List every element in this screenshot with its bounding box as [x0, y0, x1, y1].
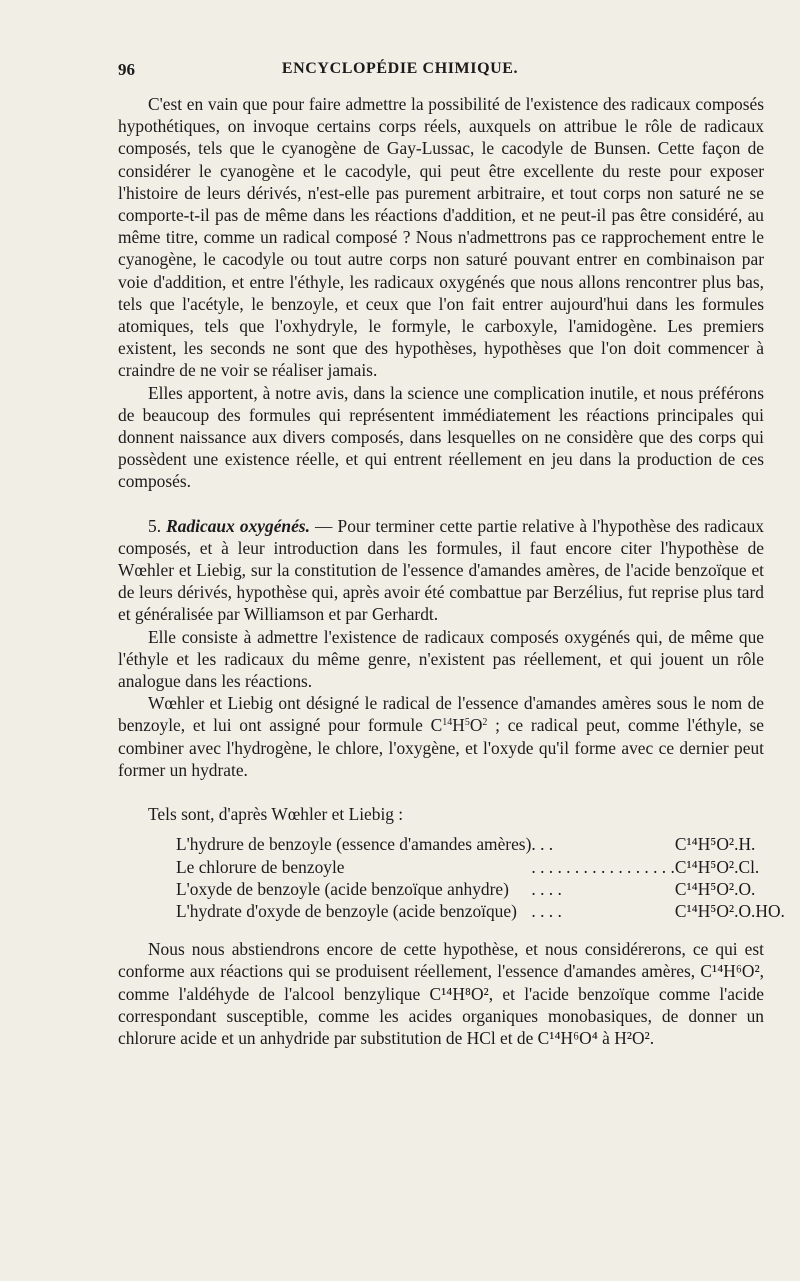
dot-leader: . . .: [531, 834, 554, 855]
compound-formula: C¹⁴H⁵O².Cl.: [674, 856, 760, 877]
section-heading: Radicaux oxygénés.: [166, 515, 310, 536]
paragraph-radicaux-composes: C'est en vain que pour faire admettre la possibilité de l'existence des radicaux composés hypothétiques, on invoque certains corps réels, auxquels on attribue le rôle de radicaux composés, tels que le cyanogène de Gay-Lussac, le cacodyle de Bunsen. Cette façon de considérer le cyanogène et le cacodyle, qui peut être excellente du reste pour exposer l'histoire de leurs dérivés, n'est-elle pas purement arbitraire, et tout corps non saturé ne se comporte-t-il pas de même dans les réactions d'addition, et ne peut-il pas être considéré, au même titre, comme un radical composé ? Nous n'admettrons pas ce rapprochement entre le cyanogène, le cacodyle ou tout autre corps non saturé pouvant entrer en combinaison par voie d'addition, et entre l'éthyle, les radicaux oxygénés que nous allons rencontrer plus bas, tels que l'acétyle, le benzoyle, et ceux que l'on fait entrer aujourd'hui dans les formules atomiques, tels que l'oxhydryle, le formyle, le carboxyle, l'amidogène. Les premiers existent, les seconds ne sont que des hypothèses, hypothèses que l'on doit commencer à craindre de ne voir se réaliser jamais.: [118, 94, 764, 381]
section-radicaux-oxygenes: [118, 515, 764, 626]
page-header: [0, 60, 800, 84]
compound-formula: C¹⁴H⁵O².O.HO.: [674, 900, 785, 921]
formula-row: [176, 900, 785, 922]
page-number: 96: [118, 60, 135, 79]
body-text: [118, 93, 785, 1049]
paragraph-admettre: Elle consiste à admettre l'existence de radicaux composés oxygénés qui, de même que l'éthyle et les radicaux du même genre, n'existent pas réellement, et qui jouent un rôle analogue dans les réactions.: [118, 626, 764, 692]
dot-leader: . . . .: [531, 878, 562, 899]
paragraph-complication: Elles apportent, à notre avis, dans la science une complication inutile, et nous préférons de beaucoup des formules qui représentent immédiatement les réactions principales qui donnent naissance aux divers composés, dans lesquelles on ne considère que des corps qui possèdent une existence réelle, et qui entrent réellement en jeu dans la production de ces composés.: [118, 382, 764, 492]
compound-name: L'oxyde de benzoyle (acide benzoïque anhydre): [176, 878, 509, 899]
superscript: 14: [442, 717, 453, 729]
formula-row: [176, 856, 785, 878]
dot-leader: . . . .: [531, 900, 562, 921]
text-segment: Wœhler et Liebig ont désigné le radical de l'essence d'amandes amères sous le nom de benzoyle, et lui ont assigné pour formule C: [118, 693, 764, 736]
text-segment: ; ce radical peut, comme l'éthyle, se combiner avec l'hydrogène, le chlore, l'oxygène, et l'oxyde qu'il forme avec ce dernier peut former un hydrate.: [118, 715, 764, 780]
text-segment: H: [452, 715, 465, 736]
compound-formula: C¹⁴H⁵O².O.: [674, 878, 756, 899]
dot-leader: . . . . . . . . . . . . . . . . .: [531, 856, 675, 877]
compound-name: L'hydrate d'oxyde de benzoyle (acide benzoïque): [176, 900, 517, 921]
formula-row: [176, 878, 785, 900]
section-text: — Pour terminer cette partie relative à l'hypothèse des radicaux composés, et à leur introduction dans les formules, il faut encore citer l'hypothèse de Wœhler et Liebig, sur la constitution de l'essence d'amandes amères, de l'acide benzoïque et de leurs dérivés, hypothèse qui, après avoir été combattue par Berzélius, fut reprise plus tard et généralisée par Williamson et par Gerhardt.: [118, 515, 764, 625]
running-head: ENCYCLOPÉDIE CHIMIQUE.: [281, 60, 519, 77]
compound-name: L'hydrure de benzoyle (essence d'amandes amères): [176, 834, 532, 855]
formula-table: [176, 833, 785, 922]
text-segment: O: [469, 715, 483, 736]
paragraph-tels-sont: Tels sont, d'après Wœhler et Liebig :: [148, 804, 404, 825]
paragraph-conclusion: Nous nous abstiendrons encore de cette hypothèse, et nous considérerons, ce qui est conforme aux réactions qui se produisent réellement, l'essence d'amandes amères, C¹⁴H⁶O², comme l'aldéhyde de l'alcool benzylique C¹⁴H⁸O², et l'acide benzoïque comme l'acide correspondant susceptible, comme les acides organiques monobasiques, de donner un chlorure acide et un anhydride par substitution de HCl et de C¹⁴H⁶O⁴ à H²O².: [118, 939, 764, 1048]
section-number: 5.: [148, 515, 162, 536]
formula-row: [176, 833, 785, 855]
paragraph-benzoyle: [118, 692, 764, 781]
superscript: 2: [482, 717, 488, 729]
compound-name: Le chlorure de benzoyle: [176, 856, 345, 877]
superscript: 5: [464, 717, 470, 729]
compound-formula: C¹⁴H⁵O².H.: [674, 834, 756, 855]
